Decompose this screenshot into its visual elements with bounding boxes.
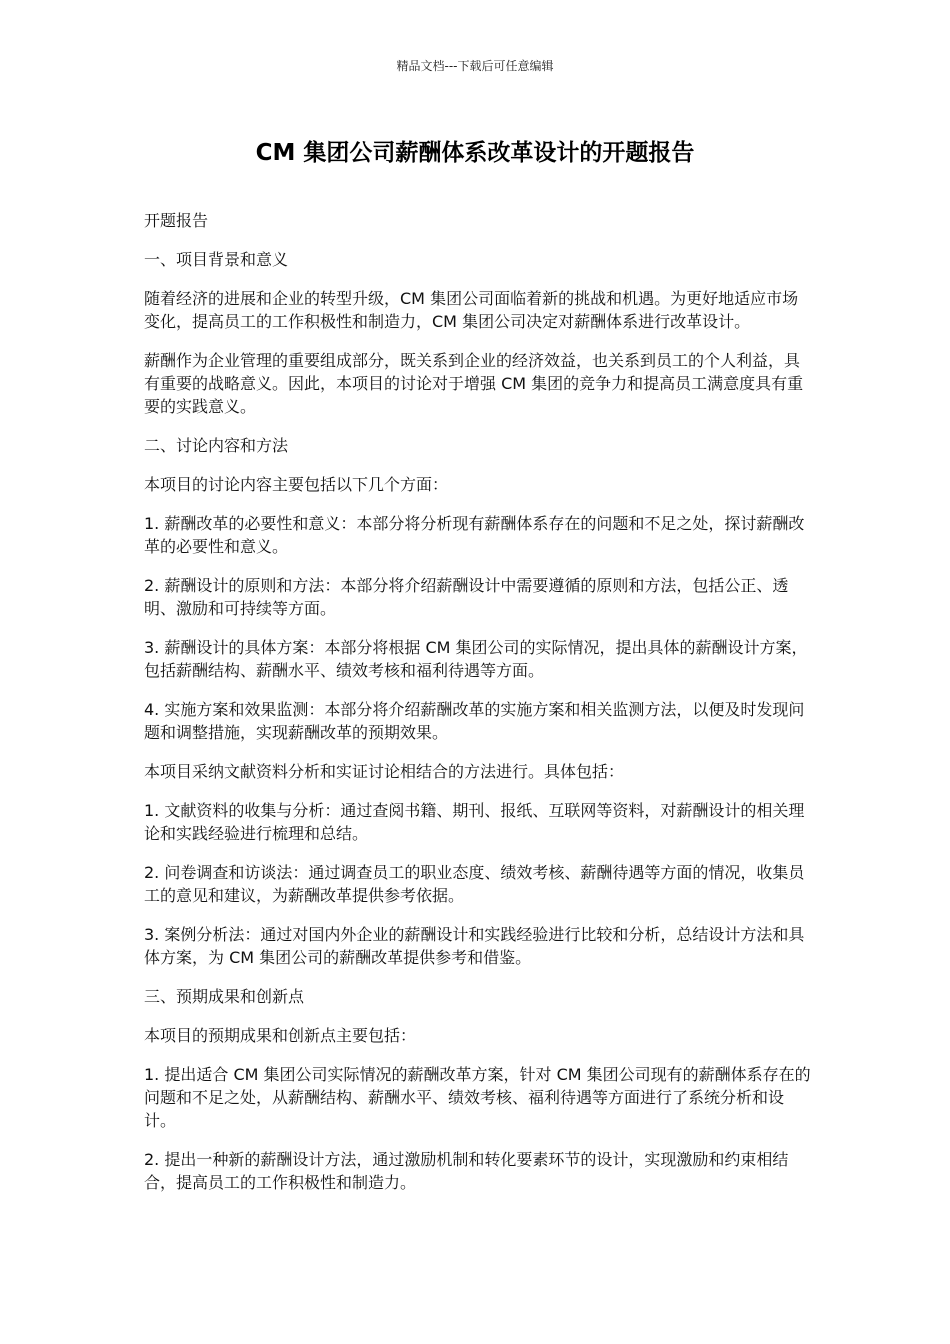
list-item: 3. 薪酬设计的具体方案：本部分将根据 CM 集团公司的实际情况，提出具体的薪酬设计方案，包括薪酬结构、薪酬水平、绩效考核和福利待遇等方面。 bbox=[144, 638, 808, 680]
document-title: CM 集团公司薪酬体系改革设计的开题报告 bbox=[255, 140, 695, 166]
paragraph: 本项目采纳文献资料分析和实证讨论相结合的方法进行。具体包括： bbox=[144, 762, 625, 781]
list-item: 2. 薪酬设计的原则和方法：本部分将介绍薪酬设计中需要遵循的原则和方法，包括公正、透明、激励和可持续等方面。 bbox=[144, 576, 789, 618]
paragraph: 本项目的讨论内容主要包括以下几个方面： bbox=[144, 475, 449, 494]
list-item: 1. 薪酬改革的必要性和意义：本部分将分析现有薪酬体系存在的问题和不足之处，探讨薪酬改革的必要性和意义。 bbox=[144, 514, 805, 556]
list-item: 2. 问卷调查和访谈法：通过调查员工的职业态度、绩效考核、薪酬待遇等方面的情况，收集员工的意见和建议，为薪酬改革提供参考依据。 bbox=[144, 863, 805, 905]
list-item: 1. 文献资料的收集与分析：通过查阅书籍、期刊、报纸、互联网等资料，对薪酬设计的相关理论和实践经验进行梳理和总结。 bbox=[144, 801, 805, 843]
list-item: 1. 提出适合 CM 集团公司实际情况的薪酬改革方案，针对 CM 集团公司现有的薪酬体系存在的问题和不足之处，从薪酬结构、薪酬水平、绩效考核、福利待遇等方面进行了系统分析和设计。 bbox=[144, 1065, 811, 1130]
paragraph: 随着经济的进展和企业的转型升级，CM 集团公司面临着新的挑战和机遇。为更好地适应市场变化，提高员工的工作积极性和制造力，CM 集团公司决定对薪酬体系进行改革设计。 bbox=[144, 289, 799, 331]
document-body bbox=[144, 209, 812, 1210]
section-heading: 三、预期成果和创新点 bbox=[144, 987, 305, 1006]
paragraph: 本项目的预期成果和创新点主要包括： bbox=[144, 1026, 417, 1045]
section-heading: 一、项目背景和意义 bbox=[144, 250, 289, 269]
list-item: 3. 案例分析法：通过对国内外企业的薪酬设计和实践经验进行比较和分析，总结设计方法和具体方案，为 CM 集团公司的薪酬改革提供参考和借鉴。 bbox=[144, 925, 805, 967]
list-item: 2. 提出一种新的薪酬设计方法，通过激励机制和转化要素环节的设计，实现激励和约束相结合，提高员工的工作积极性和制造力。 bbox=[144, 1150, 789, 1192]
paragraph: 薪酬作为企业管理的重要组成部分，既关系到企业的经济效益，也关系到员工的个人利益，具有重要的战略意义。因此，本项目的讨论对于增强 CM 集团的竞争力和提高员工满意度具有重要的实践意义。 bbox=[144, 351, 804, 416]
header-note: 精品文档---下载后可任意编辑 bbox=[396, 59, 554, 73]
section-heading: 二、讨论内容和方法 bbox=[144, 436, 289, 455]
section-label: 开题报告 bbox=[144, 211, 209, 230]
list-item: 4. 实施方案和效果监测：本部分将介绍薪酬改革的实施方案和相关监测方法，以便及时发现问题和调整措施，实现薪酬改革的预期效果。 bbox=[144, 700, 805, 742]
